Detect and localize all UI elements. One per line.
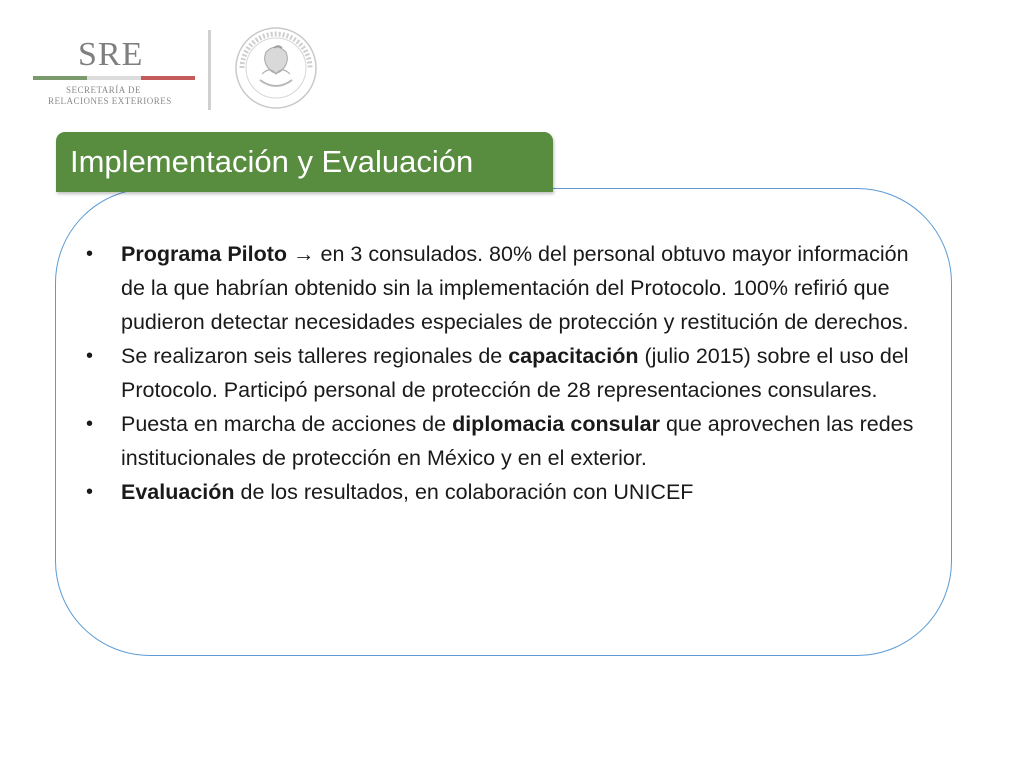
- bullet-item-pilot-program: [56, 237, 953, 339]
- arrow-right-icon: →: [293, 242, 315, 266]
- bullet-bold-text: Programa Piloto: [121, 242, 288, 266]
- content-box: [55, 188, 952, 656]
- sre-subtitle-line2: RELACIONES EXTERIORES: [48, 96, 172, 106]
- title-tab: [56, 132, 553, 192]
- bullet-icon: •: [86, 413, 94, 435]
- bullet-bold-text: Evaluación: [121, 480, 235, 504]
- mexico-national-seal-icon: [230, 22, 322, 114]
- header-logos: [30, 28, 330, 118]
- logo-divider: [208, 30, 211, 110]
- bullet-item-evaluation: [56, 475, 953, 509]
- bullet-text: de los resultados, en colaboración con UNICEF: [234, 480, 694, 504]
- page-title: Implementación y Evaluación: [70, 144, 474, 179]
- bullet-item-workshops: [56, 339, 953, 407]
- bullet-text: (julio 2015) sobre el uso del Protocolo. Participó personal de protección de 28 representaciones consulares.: [121, 344, 909, 402]
- bullet-icon: •: [86, 345, 94, 367]
- bullet-text: que aprovechen las redes institucionales de protección en México y en el exterior.: [121, 412, 914, 470]
- bullet-icon: •: [86, 243, 94, 265]
- bullet-icon: •: [86, 481, 94, 503]
- bullet-bold-text: diplomacia consular: [452, 412, 660, 436]
- bullet-text: Se realizaron seis talleres regionales de: [121, 344, 509, 368]
- flag-stripe-green: [33, 76, 87, 80]
- sre-acronym: SRE: [78, 36, 144, 73]
- bullet-bold-text: capacitación: [508, 344, 639, 368]
- flag-stripe-red: [141, 76, 195, 80]
- flag-stripe-white: [87, 76, 141, 80]
- bullet-list: [56, 237, 953, 509]
- bullet-item-consular-diplomacy: [56, 407, 953, 475]
- sre-logo: [30, 28, 200, 118]
- bullet-text: Puesta en marcha de acciones de: [121, 412, 453, 436]
- sre-subtitle-line1: SECRETARÍA DE: [66, 85, 142, 95]
- flag-stripe: [33, 76, 195, 80]
- bullet-text: en 3 consulados. 80% del personal obtuvo mayor información de la que habrían obtenido sin la implementación del Protocolo. 100% refirió que pudieron detectar necesidades especiales de protección y restitución de derechos.: [121, 242, 909, 334]
